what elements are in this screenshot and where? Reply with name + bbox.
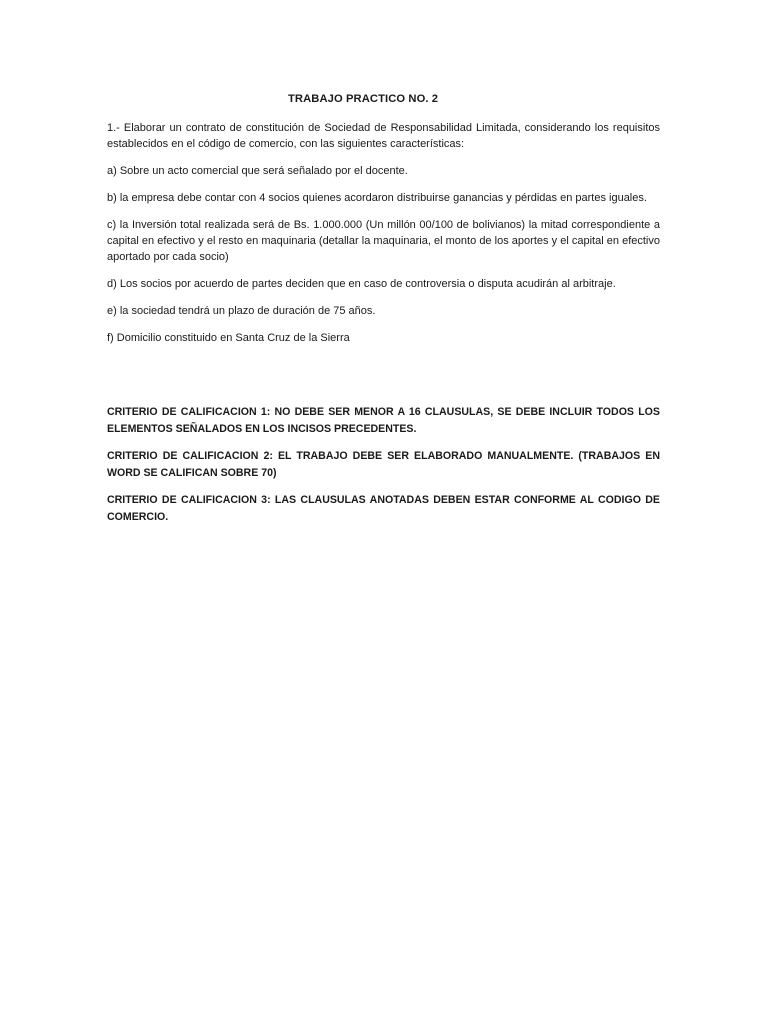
item-d: d) Los socios por acuerdo de partes deciden que en caso de controversia o disputa acudirán al arbitraje. (107, 278, 616, 290)
item-e: e) la sociedad tendrá un plazo de duración de 75 años. (107, 305, 376, 317)
instructions-section (107, 120, 660, 346)
item-a: a) Sobre un acto comercial que será señalado por el docente. (107, 165, 408, 177)
intro-paragraph: 1.- Elaborar un contrato de constitución de Sociedad de Responsabilidad Limitada, considerando los requisitos establecidos en el código de comercio, con las siguientes características: (107, 122, 660, 150)
criterion-3: CRITERIO DE CALIFICACION 3: LAS CLAUSULAS ANOTADAS DEBEN ESTAR CONFORME AL CODIGO DE COMERCIO. (107, 494, 660, 523)
item-f: f) Domicilio constituido en Santa Cruz de la Sierra (107, 332, 350, 344)
criterion-2: CRITERIO DE CALIFICACION 2: EL TRABAJO DEBE SER ELABORADO MANUALMENTE. (TRABAJOS EN WORD SE CALIFICAN SOBRE 70) (107, 450, 660, 479)
item-c: c) la Inversión total realizada será de Bs. 1.000.000 (Un millón 00/100 de bolivianos) la mitad correspondiente a capital en efectivo y el resto en maquinaria (detallar la maquinaria, el monto de los aportes y el capital en efectivo aportado por cada socio) (107, 219, 660, 263)
document-title: TRABAJO PRACTICO NO. 2 (288, 93, 439, 105)
criterion-1: CRITERIO DE CALIFICACION 1: NO DEBE SER MENOR A 16 CLAUSULAS, SE DEBE INCLUIR TODOS LOS ELEMENTOS SEÑALADOS EN LOS INCISOS PRECEDENTES. (107, 406, 660, 435)
item-b: b) la empresa debe contar con 4 socios quienes acordaron distribuirse ganancias y pérdidas en partes iguales. (107, 192, 647, 204)
grading-criteria-section (107, 404, 660, 536)
